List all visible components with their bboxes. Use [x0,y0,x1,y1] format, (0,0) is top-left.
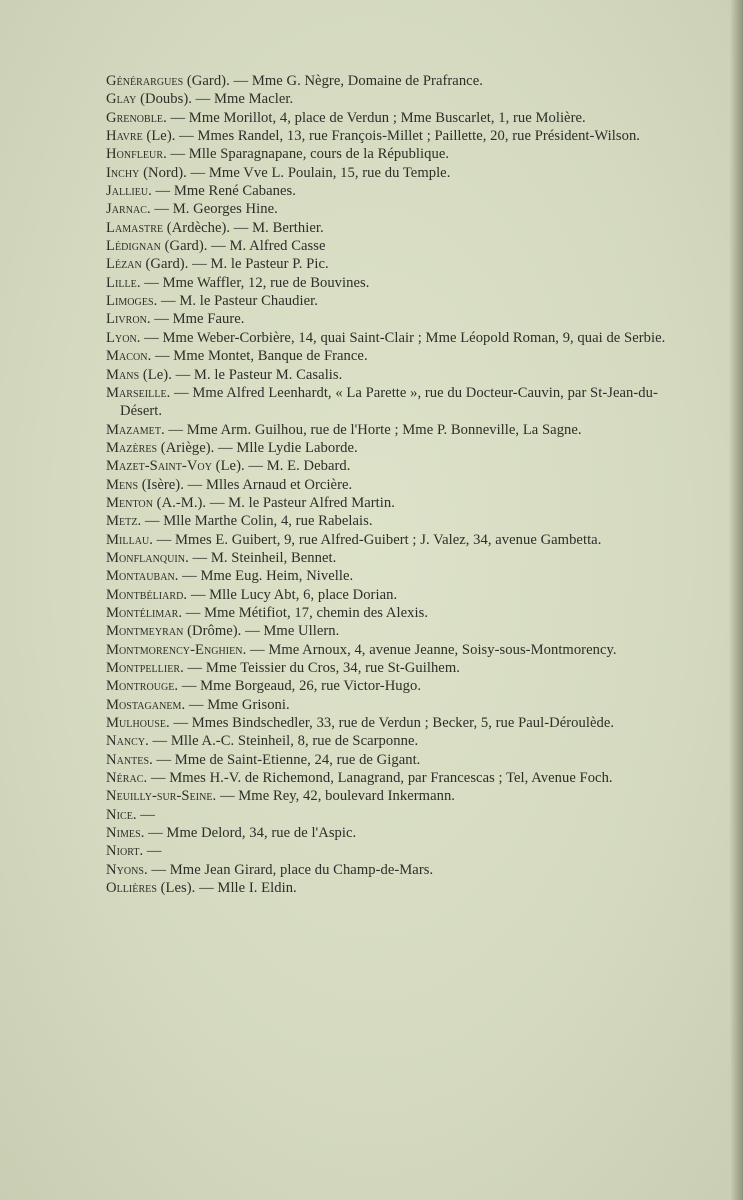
entry-details: (Les). — Mlle I. Eldin. [156,880,297,897]
entry-details: . — [139,843,162,860]
entry-place-name: Nantes [106,751,150,768]
directory-entry [106,329,666,347]
entry-place-name: Mens [106,476,139,493]
directory-entry [106,677,666,695]
entry-place-name: Mazères [106,439,158,456]
directory-entry [106,567,666,585]
directory-entry [106,787,666,805]
entry-place-name: Monflanquin [106,549,186,566]
entry-place-name: Honfleur [106,146,164,163]
entry-details: . — Mmes Bindschedler, 33, rue de Verdun ; Becker, 5, rue Paul-Déroulède. [166,715,615,732]
entry-place-name: Générargues [106,73,184,89]
entry-details: . — Mme Faure. [146,311,245,328]
directory-entry [106,549,666,567]
directory-entry [106,476,666,494]
entry-place-name: Ollières [106,880,157,897]
entry-place-name: Nice [106,806,133,823]
entry-details: . — Mme Weber-Corbière, 14, quai Saint-Clair ; Mme Léopold Roman, 9, quai de Serbie. [136,329,666,346]
entry-place-name: Montélimar [106,604,179,621]
entry-place-name: Lédignan [106,238,161,255]
entry-details: (A.-M.). — M. le Pasteur Alfred Martin. [152,494,395,511]
entry-place-name: Glay [106,91,137,108]
directory-entry [106,384,666,421]
directory-entry [106,127,666,145]
directory-entry [106,586,666,604]
directory-entry [106,182,666,200]
entry-place-name: Lézan [106,256,142,273]
directory-entry [106,879,666,897]
directory-entry [106,732,666,750]
entry-details: . — Mme René Cabanes. [148,183,296,200]
entry-details: (Drôme). — Mme Ullern. [183,623,340,640]
entry-place-name: Livron [106,311,147,328]
directory-listing [106,72,666,897]
entry-place-name: Limoges [106,293,154,310]
entry-details: . — [132,806,155,823]
entry-place-name: Havre [106,128,143,145]
entry-details: . — Mlle Marthe Colin, 4, rue Rabelais. [137,513,373,530]
entry-details: (Gard). — Mme G. Nègre, Domaine de Prafrance. [183,73,483,89]
entry-details: (Le). — Mmes Randel, 13, rue François-Millet ; Paillette, 20, rue Président-Wilson. [142,128,640,145]
directory-entry [106,421,666,439]
entry-place-name: Nyons [106,861,145,878]
directory-entry [106,310,666,328]
directory-entry [106,219,666,237]
directory-entry [106,806,666,824]
directory-entry [106,72,666,90]
directory-entry [106,90,666,108]
entry-place-name: Lamastre [106,219,164,236]
entry-details: . — Mmes H.-V. de Richemond, Lanagrand, par Francescas ; Tel, Avenue Foch. [143,770,613,787]
directory-entry [106,714,666,732]
entry-place-name: Grenoble [106,109,164,126]
entry-place-name: Jarnac [106,201,147,218]
entry-place-name: Montpellier [106,660,181,676]
entry-place-name: Mulhouse [106,715,167,732]
entry-details: (Gard). — M. Alfred Casse [160,238,326,255]
entry-details: . — M. Georges Hine. [146,201,278,218]
entry-details: . — Mme Alfred Leenhardt, « La Parette », rue du Docteur-Cauvin, par St-Jean-du-Désert. [120,384,658,420]
directory-entry [106,531,666,549]
entry-details: (Ardèche). — M. Berthier. [163,219,324,236]
directory-entry [106,347,666,365]
entry-place-name: Marseille [106,384,167,401]
entry-place-name: Montmorency-Enghien [106,641,243,658]
entry-details: . — Mme Borgeaud, 26, rue Victor-Hugo. [174,678,422,695]
directory-entry [106,457,666,475]
directory-entry [106,842,666,860]
entry-details: . — Mlle Sparagnapane, cours de la République. [163,146,450,163]
entry-place-name: Menton [106,494,153,511]
entry-place-name: Millau [106,531,150,548]
page-edge-shadow [729,0,743,1200]
entry-details: . — Mme Jean Girard, place du Champ-de-Mars. [144,861,434,878]
entry-details: . — Mme Rey, 42, boulevard Inkermann. [212,788,456,805]
entry-details: . — M. Steinheil, Bennet. [185,549,337,566]
entry-place-name: Nérac [106,770,144,787]
entry-details: . — Mme Eug. Heim, Nivelle. [174,568,354,585]
entry-details: . — Mme de Saint-Etienne, 24, rue de Gigant. [149,751,421,768]
entry-details: . — Mmes E. Guibert, 9, rue Alfred-Guibert ; J. Valez, 34, avenue Gambetta. [149,531,602,548]
entry-place-name: Mans [106,366,140,383]
directory-entry [106,145,666,163]
entry-place-name: Macon [106,348,148,365]
directory-entry [106,292,666,310]
entry-place-name: Nancy [106,733,146,750]
entry-place-name: Mazet-Saint-Voy [106,458,212,475]
entry-details: . — M. le Pasteur Chaudier. [153,293,318,310]
entry-details: . — Mme Montet, Banque de France. [147,348,368,365]
entry-details: (Le). — M. le Pasteur M. Casalis. [139,366,343,383]
directory-entry [106,109,666,127]
entry-place-name: Lyon [106,329,137,346]
directory-entry [106,824,666,842]
entry-place-name: Montmeyran [106,623,184,640]
directory-entry [106,659,666,677]
directory-entry [106,622,666,640]
entry-details: . — Mlle A.-C. Steinheil, 8, rue de Scarponne. [145,733,419,750]
directory-entry [106,237,666,255]
entry-details: (Doubs). — Mme Macler. [136,91,294,108]
directory-entry [106,164,666,182]
entry-place-name: Montbéliard [106,586,184,603]
entry-details: . — Mme Waffler, 12, rue de Bouvines. [136,274,370,291]
entry-details: . — Mme Teissier du Cros, 34, rue St-Guilhem. [180,660,460,676]
entry-details: (Le). — M. E. Debard. [211,458,351,475]
directory-entry [106,769,666,787]
entry-place-name: Jallieu [106,183,149,200]
entry-details: (Ariège). — Mlle Lydie Laborde. [157,439,358,456]
entry-place-name: Lille [106,274,137,291]
entry-details: (Isère). — Mlles Arnaud et Orcière. [138,476,353,493]
entry-details: . — Mme Arm. Guilhou, rue de l'Horte ; Mme P. Bonneville, La Sagne. [161,421,582,438]
entry-place-name: Metz [106,513,138,530]
entry-place-name: Niort [106,843,140,860]
directory-entry [106,439,666,457]
entry-place-name: Mostaganem [106,696,182,713]
directory-entry [106,696,666,714]
entry-details: . — Mme Grisoni. [181,696,290,713]
entry-place-name: Mazamet [106,421,161,438]
directory-entry [106,274,666,292]
directory-entry [106,366,666,384]
entry-details: . — Mme Morillot, 4, place de Verdun ; Mme Buscarlet, 1, rue Molière. [163,109,586,126]
entry-details: . — Mlle Lucy Abt, 6, place Dorian. [183,586,398,603]
directory-entry [106,255,666,273]
entry-details: (Gard). — M. le Pasteur P. Pic. [141,256,329,273]
entry-place-name: Montrouge [106,678,175,695]
entry-details: (Nord). — Mme Vve L. Poulain, 15, rue du Temple. [139,164,451,181]
directory-entry [106,604,666,622]
entry-details: . — Mme Delord, 34, rue de l'Aspic. [140,825,357,842]
directory-entry [106,494,666,512]
entry-place-name: Nimes [106,825,141,842]
directory-entry [106,512,666,530]
entry-place-name: Montauban [106,568,175,585]
entry-details: . — Mme Métifiot, 17, chemin des Alexis. [178,604,429,621]
entry-details: . — Mme Arnoux, 4, avenue Jeanne, Soisy-sous-Montmorency. [242,641,617,658]
directory-entry [106,200,666,218]
entry-place-name: Inchy [106,164,140,181]
directory-entry [106,641,666,659]
directory-entry [106,861,666,879]
entry-place-name: Neuilly-sur-Seine [106,788,213,805]
directory-entry [106,751,666,769]
